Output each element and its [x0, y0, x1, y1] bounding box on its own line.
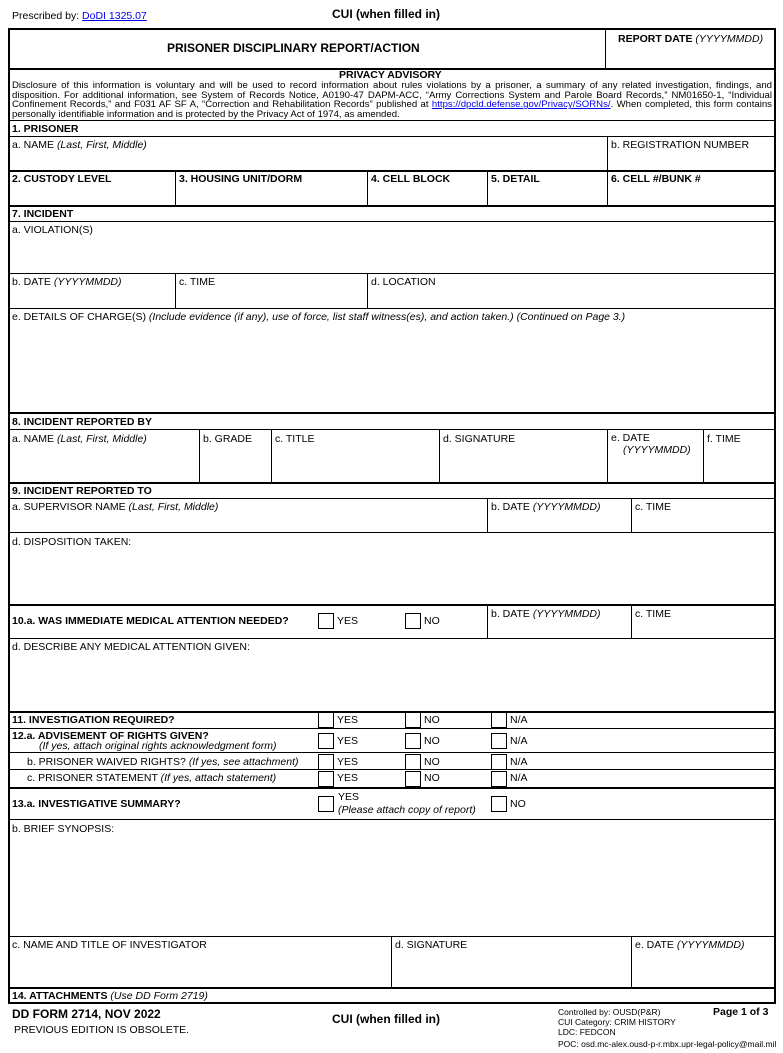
registration-number-label: b. REGISTRATION NUMBER	[611, 139, 750, 151]
investigator-signature-label: d. SIGNATURE	[395, 939, 468, 951]
investigation-yes-checkbox[interactable]	[318, 712, 334, 728]
sorn-link[interactable]: https://dpcld.defense.gov/Privacy/SORNs/	[431, 99, 611, 111]
section-9-heading: 9. INCIDENT REPORTED TO	[12, 485, 152, 497]
ldc: LDC: FEDCON	[558, 1027, 616, 1037]
summary-no-checkbox[interactable]	[491, 796, 507, 812]
waived-na-label: N/A	[510, 756, 528, 768]
supervisor-time-field[interactable]	[635, 514, 771, 530]
supervisor-date-field[interactable]	[491, 514, 628, 530]
housing-unit-label: 3. HOUSING UNIT/DORM	[179, 173, 303, 185]
incident-location-label: d. LOCATION	[371, 276, 436, 288]
investigation-required-question: 11. INVESTIGATION REQUIRED?	[12, 714, 175, 726]
reporter-date-label: e. DATE	[611, 432, 650, 444]
detail-label: 5. DETAIL	[491, 173, 540, 185]
form-number: DD FORM 2714, NOV 2022	[12, 1007, 161, 1021]
medical-time-field[interactable]	[635, 621, 771, 636]
investigation-no-label: NO	[424, 714, 440, 726]
charge-details-label: e. DETAILS OF CHARGE(S) (Include evidence (if any), use of force, list staff witness(es), and action taken.) (Continued on Page 3.)	[12, 311, 626, 323]
waived-rights-question: b. PRISONER WAIVED RIGHTS? (If yes, see attachment)	[27, 756, 299, 768]
medical-yes-label: YES	[337, 615, 359, 627]
advisement-no-checkbox[interactable]	[405, 733, 421, 749]
statement-na-checkbox[interactable]	[491, 771, 507, 787]
investigation-na-label: N/A	[510, 714, 528, 726]
investigator-date-label: e. DATE (YYYYMMDD)	[635, 939, 745, 951]
brief-synopsis-label: b. BRIEF SYNOPSIS:	[12, 823, 115, 835]
medical-time-label: c. TIME	[635, 608, 671, 620]
summary-yes-label: YES	[338, 791, 360, 803]
medical-description-field[interactable]	[12, 654, 772, 709]
supervisor-date-label: b. DATE (YYYYMMDD)	[491, 501, 601, 513]
waived-no-label: NO	[424, 756, 440, 768]
medical-date-label: b. DATE (YYYYMMDD)	[491, 608, 601, 620]
medical-date-field[interactable]	[491, 621, 628, 636]
summary-yes-checkbox[interactable]	[318, 796, 334, 812]
registration-number-field[interactable]	[611, 152, 771, 169]
statement-no-checkbox[interactable]	[405, 771, 421, 787]
statement-yes-checkbox[interactable]	[318, 771, 334, 787]
advisement-yes-label: YES	[337, 735, 359, 747]
investigator-signature-field[interactable]	[395, 953, 628, 986]
attachments-label: 14. ATTACHMENTS (Use DD Form 2719)	[12, 990, 208, 1002]
reporter-grade-field[interactable]	[203, 447, 269, 480]
incident-time-label: c. TIME	[179, 276, 215, 288]
supervisor-name-label: a. SUPERVISOR NAME (Last, First, Middle)	[12, 501, 219, 513]
investigator-date-field[interactable]	[635, 953, 771, 986]
custody-level-field[interactable]	[12, 187, 172, 204]
section-7-heading: 7. INCIDENT	[12, 208, 74, 220]
cell-bunk-label: 6. CELL #/BUNK #	[611, 173, 701, 185]
disposition-label: d. DISPOSITION TAKEN:	[12, 536, 132, 548]
form-title: PRISONER DISCIPLINARY REPORT/ACTION	[167, 41, 420, 55]
statement-yes-label: YES	[337, 772, 359, 784]
privacy-heading: PRIVACY ADVISORY	[339, 69, 442, 81]
statement-na-label: N/A	[510, 772, 528, 784]
investigative-summary-question: 13.a. INVESTIGATIVE SUMMARY?	[12, 798, 181, 810]
cell-block-field[interactable]	[371, 187, 484, 204]
medical-description-label: d. DESCRIBE ANY MEDICAL ATTENTION GIVEN:	[12, 641, 250, 653]
prisoner-name-field[interactable]	[12, 152, 602, 169]
report-date-label: REPORT DATE (YYYYMMDD)	[618, 33, 764, 45]
page-number: Page 1 of 3	[713, 1006, 769, 1018]
previous-edition-note: PREVIOUS EDITION IS OBSOLETE.	[14, 1024, 190, 1036]
reporter-title-label: c. TITLE	[275, 433, 315, 445]
summary-no-label: NO	[510, 798, 526, 810]
violations-field[interactable]	[12, 237, 772, 271]
section-1-heading: 1. PRISONER	[12, 123, 79, 135]
statement-no-label: NO	[424, 772, 440, 784]
advisement-na-checkbox[interactable]	[491, 733, 507, 749]
investigation-no-checkbox[interactable]	[405, 712, 421, 728]
cell-bunk-field[interactable]	[611, 187, 771, 204]
charge-details-field[interactable]	[12, 325, 772, 410]
investigator-name-label: c. NAME AND TITLE OF INVESTIGATOR	[12, 939, 207, 951]
summary-yes-note: (Please attach copy of report)	[338, 804, 476, 816]
violations-label: a. VIOLATION(S)	[12, 224, 93, 236]
reporter-name-label: a. NAME (Last, First, Middle)	[12, 433, 147, 445]
supervisor-name-field[interactable]	[12, 514, 484, 530]
reporter-time-field[interactable]	[707, 447, 771, 480]
cui-marking-top: CUI (when filled in)	[332, 7, 440, 21]
privacy-text: Disclosure of this information is voluntary and will be used to record information about rules violations by a prisoner, a summary of any related investigation, findings, and disposition. For additional information, see System of Records Notice, A0190-47 DAPM-ACC, “Army Corrections System and Parole Board Records,” NM01650-1, “Individual Confinement Records,” and F031 AF SF A, “Correction and Rehabilitation Records” published at https://dpcld.defense.gov/Privacy/SORNs/. When completed, this form contains personally identifiable information and is protected by the Privacy Act of 1974, as amended.	[12, 80, 772, 120]
waived-no-checkbox[interactable]	[405, 754, 421, 770]
incident-date-field[interactable]	[12, 289, 172, 306]
disposition-field[interactable]	[12, 549, 772, 602]
waived-na-checkbox[interactable]	[491, 754, 507, 770]
advisement-yes-checkbox[interactable]	[318, 733, 334, 749]
prescribed-by: Prescribed by: DoDI 1325.07	[12, 10, 147, 22]
reporter-date-field[interactable]	[611, 458, 701, 480]
reporter-date-format: (YYYYMMDD)	[623, 444, 691, 456]
cui-marking-bottom: CUI (when filled in)	[332, 1012, 440, 1026]
medical-yes-checkbox[interactable]	[318, 613, 334, 629]
poc: POC: osd.mc-alex.ousd-p-r.mbx.upr-legal-policy@mail.mil	[558, 1039, 777, 1049]
reporter-time-label: f. TIME	[707, 433, 741, 445]
controlled-by: Controlled by: OUSD(P&R)	[558, 1007, 661, 1017]
section-8-heading: 8. INCIDENT REPORTED BY	[12, 416, 153, 428]
advisement-na-label: N/A	[510, 735, 528, 747]
incident-time-field[interactable]	[179, 289, 364, 306]
report-date-field[interactable]	[612, 48, 770, 66]
incident-date-label: b. DATE (YYYYMMDD)	[12, 276, 122, 288]
incident-location-field[interactable]	[371, 289, 771, 306]
custody-level-label: 2. CUSTODY LEVEL	[12, 173, 112, 185]
reporter-name-field[interactable]	[12, 447, 196, 480]
dodi-link[interactable]: DoDI 1325.07	[82, 10, 147, 22]
supervisor-time-label: c. TIME	[635, 501, 671, 513]
medical-no-label: NO	[424, 615, 440, 627]
housing-unit-field[interactable]	[179, 187, 364, 204]
detail-field[interactable]	[491, 187, 604, 204]
advisement-no-label: NO	[424, 735, 440, 747]
prisoner-name-label: a. NAME (Last, First, Middle)	[12, 139, 147, 151]
cui-category: CUI Category: CRIM HISTORY	[558, 1017, 676, 1027]
cell-block-label: 4. CELL BLOCK	[371, 173, 451, 185]
brief-synopsis-field[interactable]	[12, 836, 772, 934]
waived-yes-checkbox[interactable]	[318, 754, 334, 770]
reporter-signature-field[interactable]	[443, 447, 605, 480]
reporter-signature-label: d. SIGNATURE	[443, 433, 516, 445]
investigation-na-checkbox[interactable]	[491, 712, 507, 728]
advisement-note: (If yes, attach original rights acknowledgment form)	[39, 740, 277, 752]
prisoner-statement-question: c. PRISONER STATEMENT (If yes, attach statement)	[27, 772, 277, 784]
reporter-grade-label: b. GRADE	[203, 433, 253, 445]
investigation-yes-label: YES	[337, 714, 359, 726]
investigator-name-field[interactable]	[12, 953, 388, 986]
medical-attention-question: 10.a. WAS IMMEDIATE MEDICAL ATTENTION NEEDED?	[12, 615, 289, 627]
medical-no-checkbox[interactable]	[405, 613, 421, 629]
reporter-title-field[interactable]	[275, 447, 437, 480]
advisement-question: 12.a. ADVISEMENT OF RIGHTS GIVEN?	[12, 730, 209, 742]
waived-yes-label: YES	[337, 756, 359, 768]
